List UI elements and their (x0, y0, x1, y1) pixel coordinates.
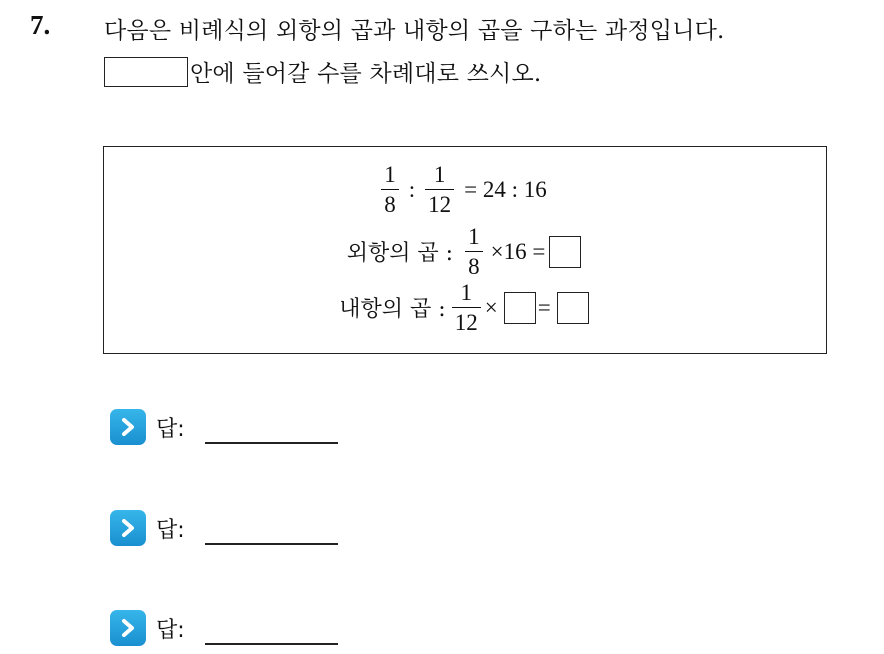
answer-label: 답: (156, 617, 185, 643)
question-text-line2 (104, 55, 541, 88)
answer-line-2 (110, 510, 338, 546)
formula-box (103, 146, 827, 354)
fraction-denominator: 8 (465, 251, 483, 278)
answer-input-line[interactable] (205, 643, 338, 645)
chevron-right-icon (110, 510, 146, 546)
outer-product-mult: ×16 = (490, 238, 546, 264)
inner-product-row (104, 281, 826, 334)
answer-box-1 (549, 236, 581, 268)
question-text-line1: 다음은 비례식의 외항의 곱과 내항의 곱을 구하는 과정입니다. (104, 18, 725, 44)
fraction-numerator: 1 (384, 162, 396, 187)
answer-line-3 (110, 610, 338, 646)
fraction-numerator: 1 (433, 162, 446, 187)
fraction-one-eighth (381, 163, 399, 216)
proportion-rhs: = 24 : 16 (464, 176, 547, 202)
answer-label: 답: (156, 416, 185, 442)
chevron-right-icon (110, 610, 146, 646)
fraction-one-twelfth (452, 281, 481, 334)
fraction-numerator: 1 (460, 280, 472, 305)
fraction-denominator: 12 (452, 307, 481, 334)
inner-product-mult: × (484, 294, 498, 320)
answer-box-2 (504, 292, 536, 324)
fraction-one-eighth (465, 225, 483, 278)
proportion-row (104, 163, 826, 216)
inner-product-label: 내항의 곱 : (339, 297, 446, 322)
answer-box-3 (557, 292, 589, 324)
answer-label: 답: (156, 517, 185, 543)
fraction-one-twelfth (425, 163, 454, 216)
answer-input-line[interactable] (205, 442, 338, 444)
fraction-numerator: 1 (468, 224, 480, 249)
ratio-colon: : (408, 176, 416, 202)
answer-line-1 (110, 409, 338, 445)
fraction-denominator: 8 (381, 189, 399, 216)
question-number: 7. (30, 10, 51, 40)
chevron-right-icon (110, 409, 146, 445)
fraction-denominator: 12 (425, 189, 454, 216)
outer-product-row (104, 225, 826, 278)
inner-product-eq: = (537, 294, 551, 320)
outer-product-label: 외항의 곱 : (346, 241, 454, 266)
answer-input-line[interactable] (205, 543, 338, 545)
question-text-line2-label: 안에 들어갈 수를 차례대로 쓰시오. (190, 61, 542, 87)
inline-blank-box (104, 57, 188, 87)
